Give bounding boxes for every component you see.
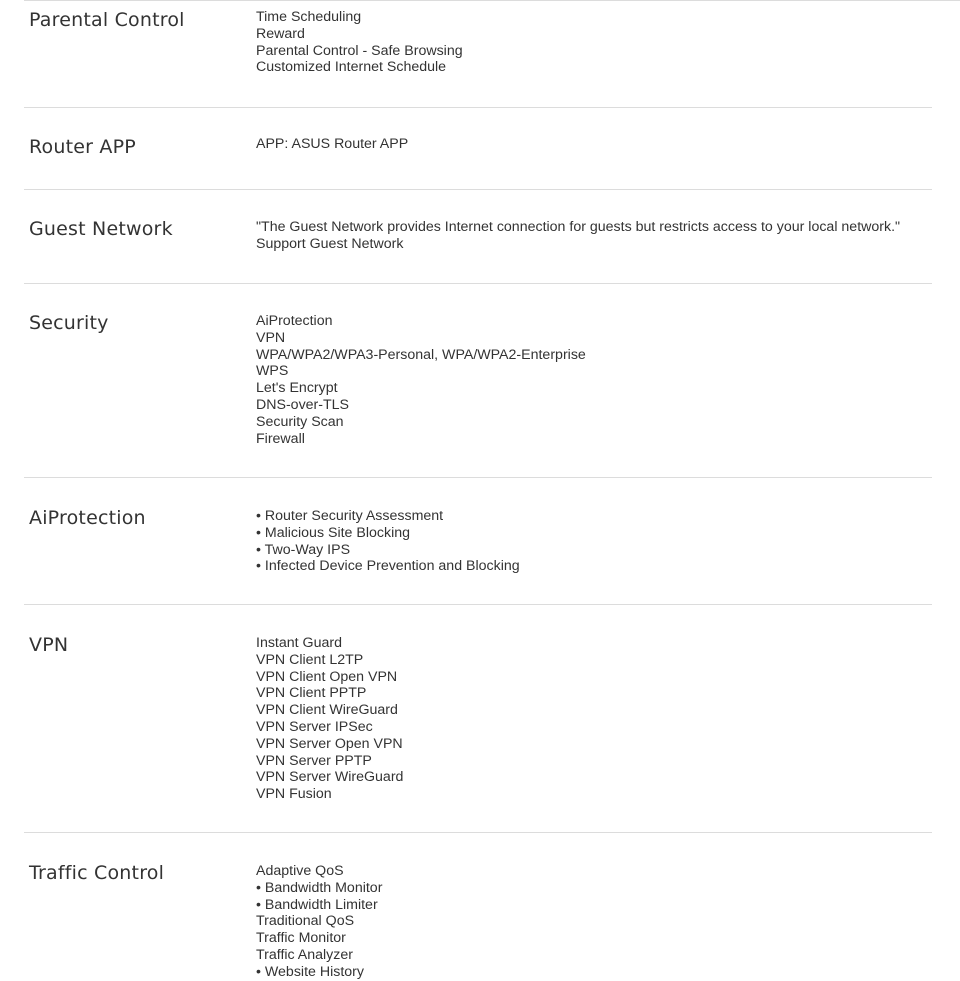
spec-row-parental-control bbox=[24, 0, 932, 108]
spec-values bbox=[256, 219, 900, 253]
spec-row-vpn bbox=[24, 605, 932, 833]
spec-value: Adaptive QoS bbox=[256, 863, 344, 879]
spec-value: VPN Server WireGuard bbox=[256, 769, 404, 786]
spec-value: Support Guest Network bbox=[256, 235, 404, 252]
spec-value: Parental Control - Safe Browsing bbox=[256, 42, 463, 59]
spec-value: VPN bbox=[256, 329, 286, 346]
spec-row-traffic-control bbox=[24, 833, 932, 981]
spec-value: VPN Fusion bbox=[256, 786, 332, 803]
spec-value: • Router Security Assessment bbox=[256, 508, 444, 524]
spec-value: Traditional QoS bbox=[256, 913, 355, 930]
spec-value: VPN Client PPTP bbox=[256, 685, 367, 702]
spec-row-aiprotection bbox=[24, 478, 932, 605]
spec-values bbox=[256, 508, 520, 575]
spec-value: Let's Encrypt bbox=[256, 380, 338, 397]
spec-row-router-app bbox=[24, 107, 932, 190]
spec-value: • Bandwidth Limiter bbox=[256, 896, 378, 913]
spec-row-security bbox=[24, 284, 932, 478]
spec-row-guest-network bbox=[24, 190, 932, 284]
spec-value: VPN Client L2TP bbox=[256, 651, 364, 668]
spec-values bbox=[256, 9, 463, 76]
spec-value: Instant Guard bbox=[256, 635, 342, 651]
spec-value: WPS bbox=[256, 363, 289, 380]
spec-value: VPN Client Open VPN bbox=[256, 668, 398, 685]
spec-value: Time Scheduling bbox=[256, 9, 362, 25]
spec-value: Firewall bbox=[256, 430, 305, 447]
spec-value: Traffic Analyzer bbox=[256, 946, 353, 963]
spec-value: VPN Server PPTP bbox=[256, 752, 372, 769]
spec-value: VPN Server Open VPN bbox=[256, 735, 403, 752]
spec-values bbox=[256, 863, 382, 981]
spec-value: APP: ASUS Router APP bbox=[256, 136, 409, 152]
spec-value: VPN Server IPSec bbox=[256, 718, 373, 735]
spec-label: Router APP bbox=[29, 136, 136, 158]
spec-label: Security bbox=[29, 312, 109, 334]
spec-label: Guest Network bbox=[29, 218, 173, 240]
spec-value: Reward bbox=[256, 25, 305, 42]
spec-label: Traffic Control bbox=[29, 862, 165, 884]
spec-value: • Bandwidth Monitor bbox=[256, 879, 383, 896]
spec-label: AiProtection bbox=[29, 507, 146, 529]
spec-value: • Infected Device Prevention and Blocking bbox=[256, 558, 520, 575]
spec-value: • Website History bbox=[256, 963, 364, 980]
spec-values bbox=[256, 313, 586, 447]
spec-value: AiProtection bbox=[256, 313, 333, 329]
spec-values bbox=[256, 635, 403, 803]
spec-value: VPN Client WireGuard bbox=[256, 702, 398, 719]
spec-values bbox=[256, 136, 408, 153]
spec-value: • Two-Way IPS bbox=[256, 541, 351, 558]
spec-value: DNS-over-TLS bbox=[256, 396, 350, 413]
spec-value: WPA/WPA2/WPA3-Personal, WPA/WPA2-Enterprise bbox=[256, 346, 586, 363]
spec-value: "The Guest Network provides Internet connection for guests but restricts access to your local network." bbox=[256, 219, 901, 235]
spec-value: • Malicious Site Blocking bbox=[256, 524, 410, 541]
spec-label: Parental Control bbox=[29, 9, 185, 31]
spec-label: VPN bbox=[29, 634, 69, 656]
spec-value: Customized Internet Schedule bbox=[256, 59, 447, 76]
spec-value: Security Scan bbox=[256, 413, 344, 430]
spec-value: Traffic Monitor bbox=[256, 930, 346, 947]
